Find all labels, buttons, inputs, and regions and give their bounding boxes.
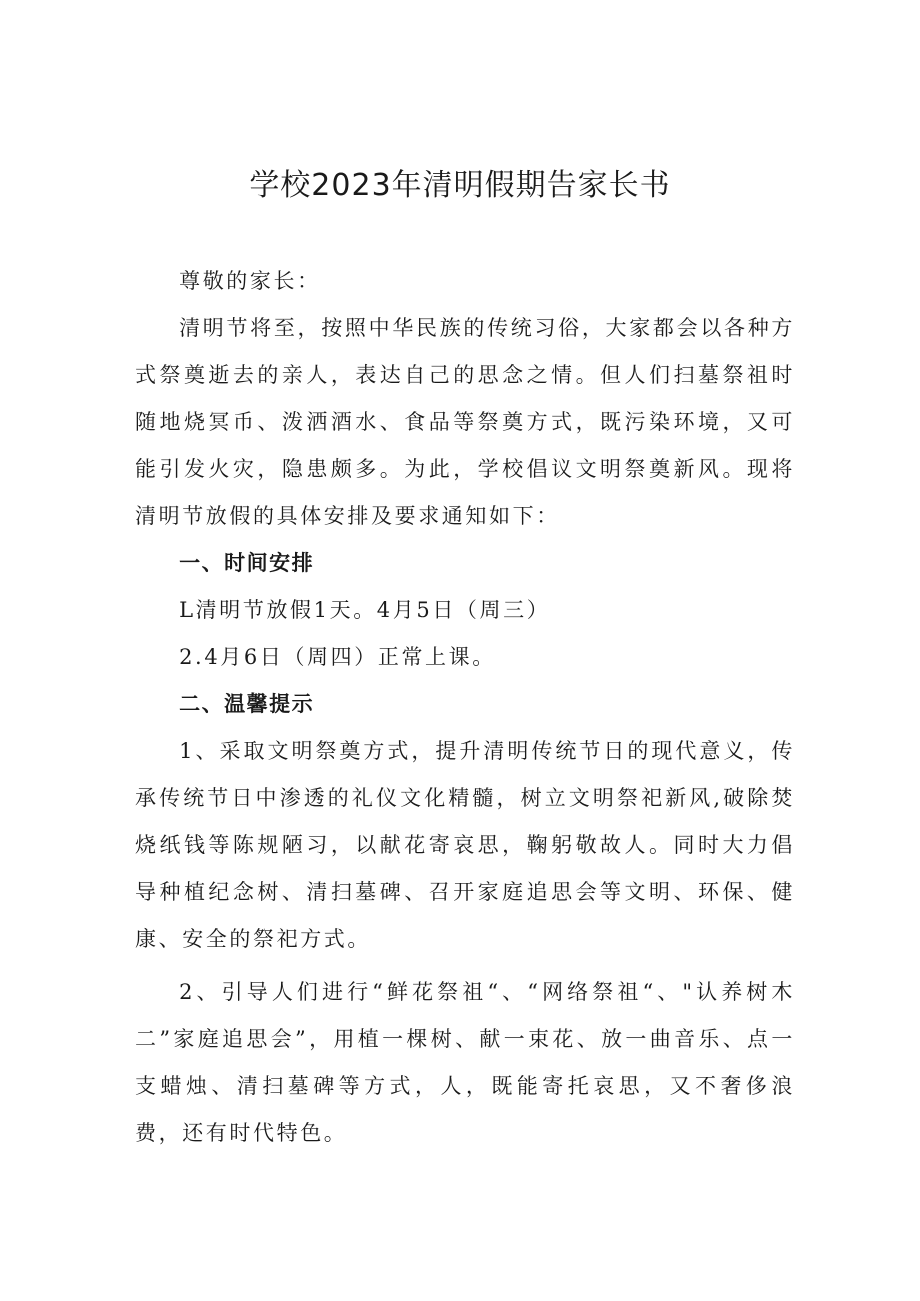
salutation: 尊敬的家长： xyxy=(179,269,321,293)
document-body xyxy=(135,258,795,1157)
section-heading-schedule: 一、时间安排 xyxy=(179,551,315,575)
tip-paragraph: 1、采取文明祭奠方式，提升清明传统节日的现代意义，传承传统节日中渗透的礼仪文化精髓，树立文明祭祀新风,破除焚烧纸钱等陈规陋习，以献花寄哀思，鞠躬敬故人。同时大力倡导种植纪念树、清扫墓碑、召开家庭追思会等文明、环保、健康、安全的祭祀方式。 xyxy=(135,739,795,951)
document-title: 学校2023年清明假期告家长书 xyxy=(249,168,671,203)
intro-paragraph: 清明节将至，按照中华民族的传统习俗，大家都会以各种方式祭奠逝去的亲人，表达自己的思念之情。但人们扫墓祭祖时随地烧冥币、泼洒酒水、食品等祭奠方式，既污染环境，又可能引发火灾，隐患颇多。为此，学校倡议文明祭奠新风。现将清明节放假的具体安排及要求通知如下： xyxy=(135,316,795,528)
tip-paragraph: 2、引导人们进行“鲜花祭祖“、“网络祭祖“、"认养树木二”家庭追思会”，用植一棵树、献一束花、放一曲音乐、点一支蜡烛、清扫墓碑等方式，人，既能寄托哀思，又不奢侈浪费，还有时代特色。 xyxy=(135,980,795,1145)
schedule-item: 2.4月6日（周四）正常上课。 xyxy=(179,645,496,669)
schedule-item: L清明节放假1天。4月5日（周三） xyxy=(179,598,551,622)
section-heading-tips: 二、温馨提示 xyxy=(179,692,315,716)
